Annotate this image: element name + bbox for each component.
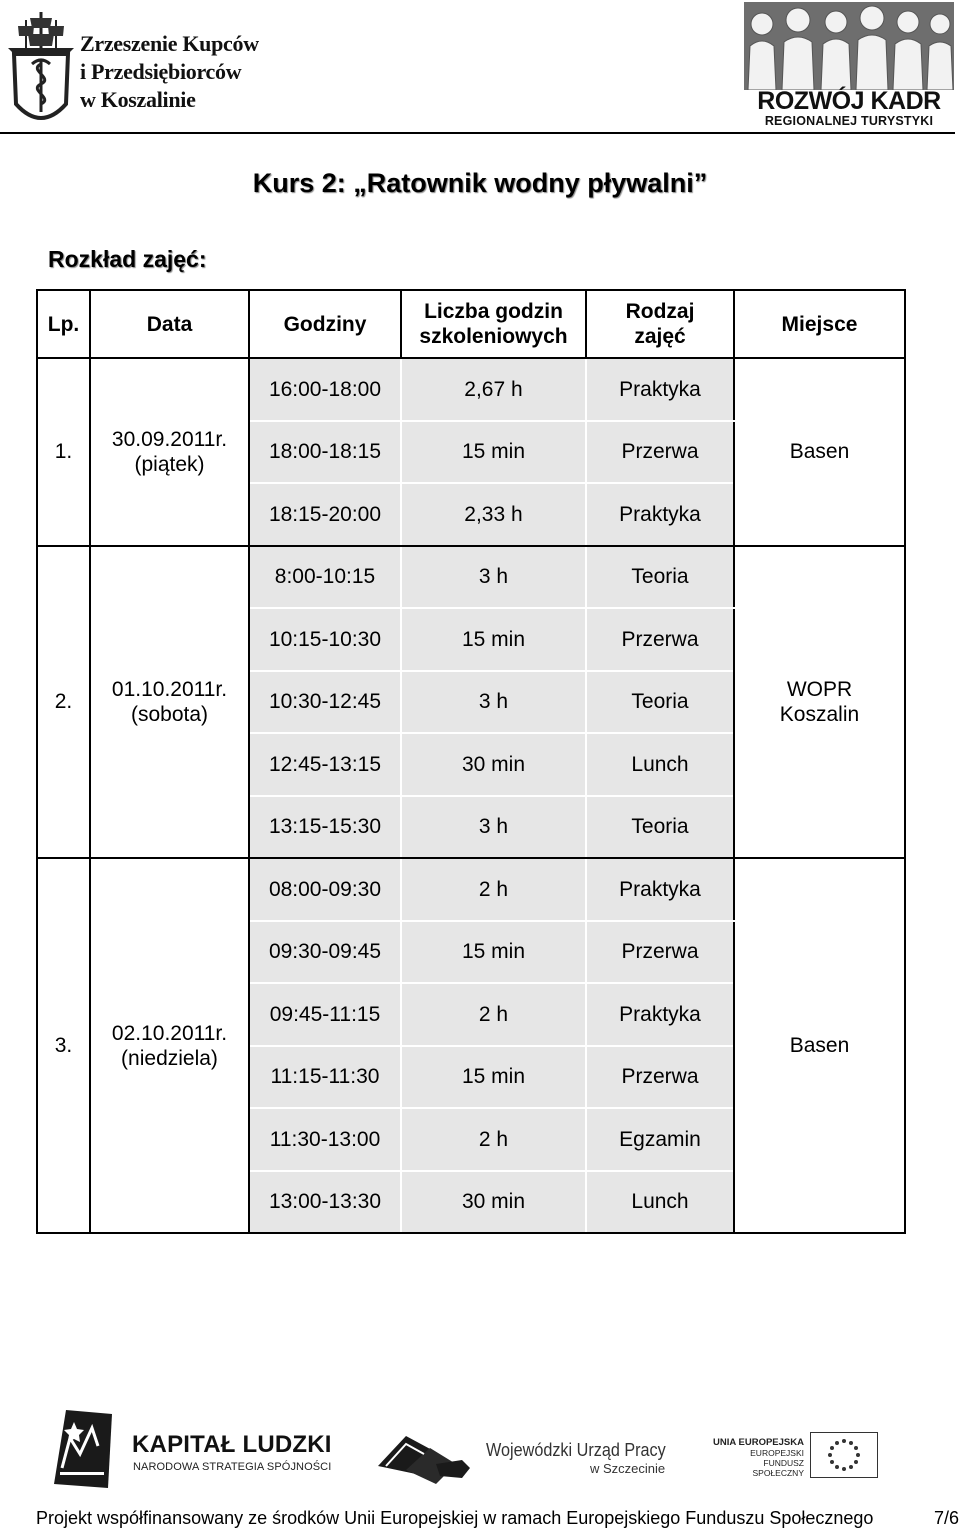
slot-time: 11:30-13:00 <box>249 1108 401 1171</box>
slot-type: Przerwa <box>586 608 734 671</box>
org-name-line-2: i Przedsiębiorców <box>80 59 242 84</box>
day-place <box>734 858 905 1233</box>
slot-type: Praktyka <box>586 483 734 546</box>
slot-type: Praktyka <box>586 983 734 1046</box>
slot-type: Praktyka <box>586 358 734 421</box>
slot-time: 10:30-12:45 <box>249 671 401 734</box>
slot-duration: 15 min <box>401 608 586 671</box>
slot-duration: 3 h <box>401 671 586 734</box>
kapital-ludzki-title: KAPITAŁ LUDZKI <box>132 1431 332 1458</box>
project-logo-title: ROZWÓJ KADR <box>757 87 941 115</box>
slot-duration: 15 min <box>401 421 586 484</box>
wup-city: w Szczecinie <box>590 1461 666 1476</box>
eu-fund-line-1: UNIA EUROPEJSKA <box>713 1437 804 1448</box>
slot-time: 09:30-09:45 <box>249 921 401 984</box>
slot-type: Przerwa <box>586 421 734 484</box>
slot-type: Przerwa <box>586 1046 734 1109</box>
eu-flag-icon <box>810 1432 878 1478</box>
day-date <box>90 546 249 859</box>
header-training-hours-line-1: Liczba godzin <box>424 300 563 323</box>
slot-type: Przerwa <box>586 921 734 984</box>
day-weekday: (piątek) <box>134 452 205 476</box>
header-divider <box>0 132 955 134</box>
slot-duration: 2 h <box>401 983 586 1046</box>
project-logo-subtitle: REGIONALNEJ TURYSTYKI <box>764 114 934 128</box>
slot-type: Lunch <box>586 733 734 796</box>
slot-duration: 2 h <box>401 858 586 921</box>
table-row <box>37 858 905 921</box>
header-training-hours <box>401 290 586 358</box>
header-hours: Godziny <box>249 290 401 358</box>
day-weekday: (sobota) <box>130 702 209 726</box>
day-date <box>90 858 249 1233</box>
header-place: Miejsce <box>734 290 905 358</box>
day-date <box>90 358 249 546</box>
slot-time: 16:00-18:00 <box>249 358 401 421</box>
schedule-heading: Rozkład zajęć: <box>48 246 207 272</box>
slot-time: 18:15-20:00 <box>249 483 401 546</box>
header-date: Data <box>90 290 249 358</box>
slot-duration: 15 min <box>401 1046 586 1109</box>
slot-time: 10:15-10:30 <box>249 608 401 671</box>
day-place-line-1: WOPR <box>786 677 853 701</box>
people-silhouettes-icon <box>744 2 954 90</box>
slot-duration: 3 h <box>401 796 586 859</box>
slot-time: 12:45-13:15 <box>249 733 401 796</box>
slot-duration: 2,67 h <box>401 358 586 421</box>
header-type <box>586 290 734 358</box>
ship-caduceus-logo <box>6 8 76 124</box>
day-place <box>734 358 905 546</box>
table-row <box>37 358 905 421</box>
header-lp: Lp. <box>37 290 90 358</box>
org-name-line-1: Zrzeszenie Kupców <box>80 31 259 56</box>
kapital-ludzki-subtitle: NARODOWA STRATEGIA SPÓJNOŚCI <box>133 1461 332 1473</box>
slot-time: 08:00-09:30 <box>249 858 401 921</box>
slot-duration: 2 h <box>401 1108 586 1171</box>
page-number: 7/6 <box>934 1508 960 1528</box>
day-lp: 3. <box>37 858 90 1233</box>
slot-time: 8:00-10:15 <box>249 546 401 609</box>
slot-duration: 15 min <box>401 921 586 984</box>
wup-logo-icon <box>376 1430 472 1486</box>
slot-time: 18:00-18:15 <box>249 421 401 484</box>
day-weekday: (niedziela) <box>121 1046 218 1070</box>
slot-time: 11:15-11:30 <box>249 1046 401 1109</box>
slot-time: 09:45-11:15 <box>249 983 401 1046</box>
day-place <box>734 546 905 859</box>
slot-duration: 2,33 h <box>401 483 586 546</box>
header-type-line-1: Rodzaj <box>625 300 695 323</box>
header-type-line-2: zajęć <box>634 325 686 348</box>
project-logo <box>744 2 954 130</box>
slot-type: Teoria <box>586 796 734 859</box>
table-row <box>37 546 905 609</box>
schedule-table <box>36 289 906 1234</box>
slot-type: Teoria <box>586 546 734 609</box>
slot-type: Egzamin <box>586 1108 734 1171</box>
day-place-line-1: Basen <box>789 440 850 464</box>
slot-duration: 30 min <box>401 733 586 796</box>
kapital-ludzki-logo-icon <box>52 1408 114 1490</box>
eu-fund-line-3: FUNDUSZ SPOŁECZNY <box>752 1458 804 1478</box>
eu-fund-line-2: EUROPEJSKI <box>750 1448 804 1458</box>
eu-fund-label <box>712 1438 804 1478</box>
table-header-row <box>37 290 905 358</box>
day-date-value: 01.10.2011r. <box>111 677 228 701</box>
wup-name: Wojewódzki Urząd Pracy <box>486 1440 666 1460</box>
org-name <box>80 30 259 114</box>
slot-duration: 30 min <box>401 1171 586 1234</box>
slot-duration: 3 h <box>401 546 586 609</box>
slot-type: Praktyka <box>586 858 734 921</box>
footer-logos <box>0 1400 960 1490</box>
day-place-line-1: Basen <box>789 1034 850 1057</box>
slot-type: Lunch <box>586 1171 734 1234</box>
slot-time: 13:00-13:30 <box>249 1171 401 1234</box>
day-lp: 2. <box>37 546 90 859</box>
day-date-value: 30.09.2011r. <box>111 427 228 451</box>
day-date-value: 02.10.2011r. <box>111 1021 228 1045</box>
slot-time: 13:15-15:30 <box>249 796 401 859</box>
day-lp: 1. <box>37 358 90 546</box>
day-place-line-2: Koszalin <box>779 702 860 726</box>
header-training-hours-line-2: szkoleniowych <box>419 325 568 348</box>
course-title: Kurs 2: „Ratownik wodny pływalni” <box>252 168 708 198</box>
org-name-line-3: w Koszalinie <box>80 87 196 112</box>
page-header <box>0 0 960 134</box>
slot-type: Teoria <box>586 671 734 734</box>
footer-cofinancing-note: Projekt współfinansowany ze środków Unii Europejskiej w ramach Europejskiego Funduszu Społecznego <box>36 1508 874 1528</box>
